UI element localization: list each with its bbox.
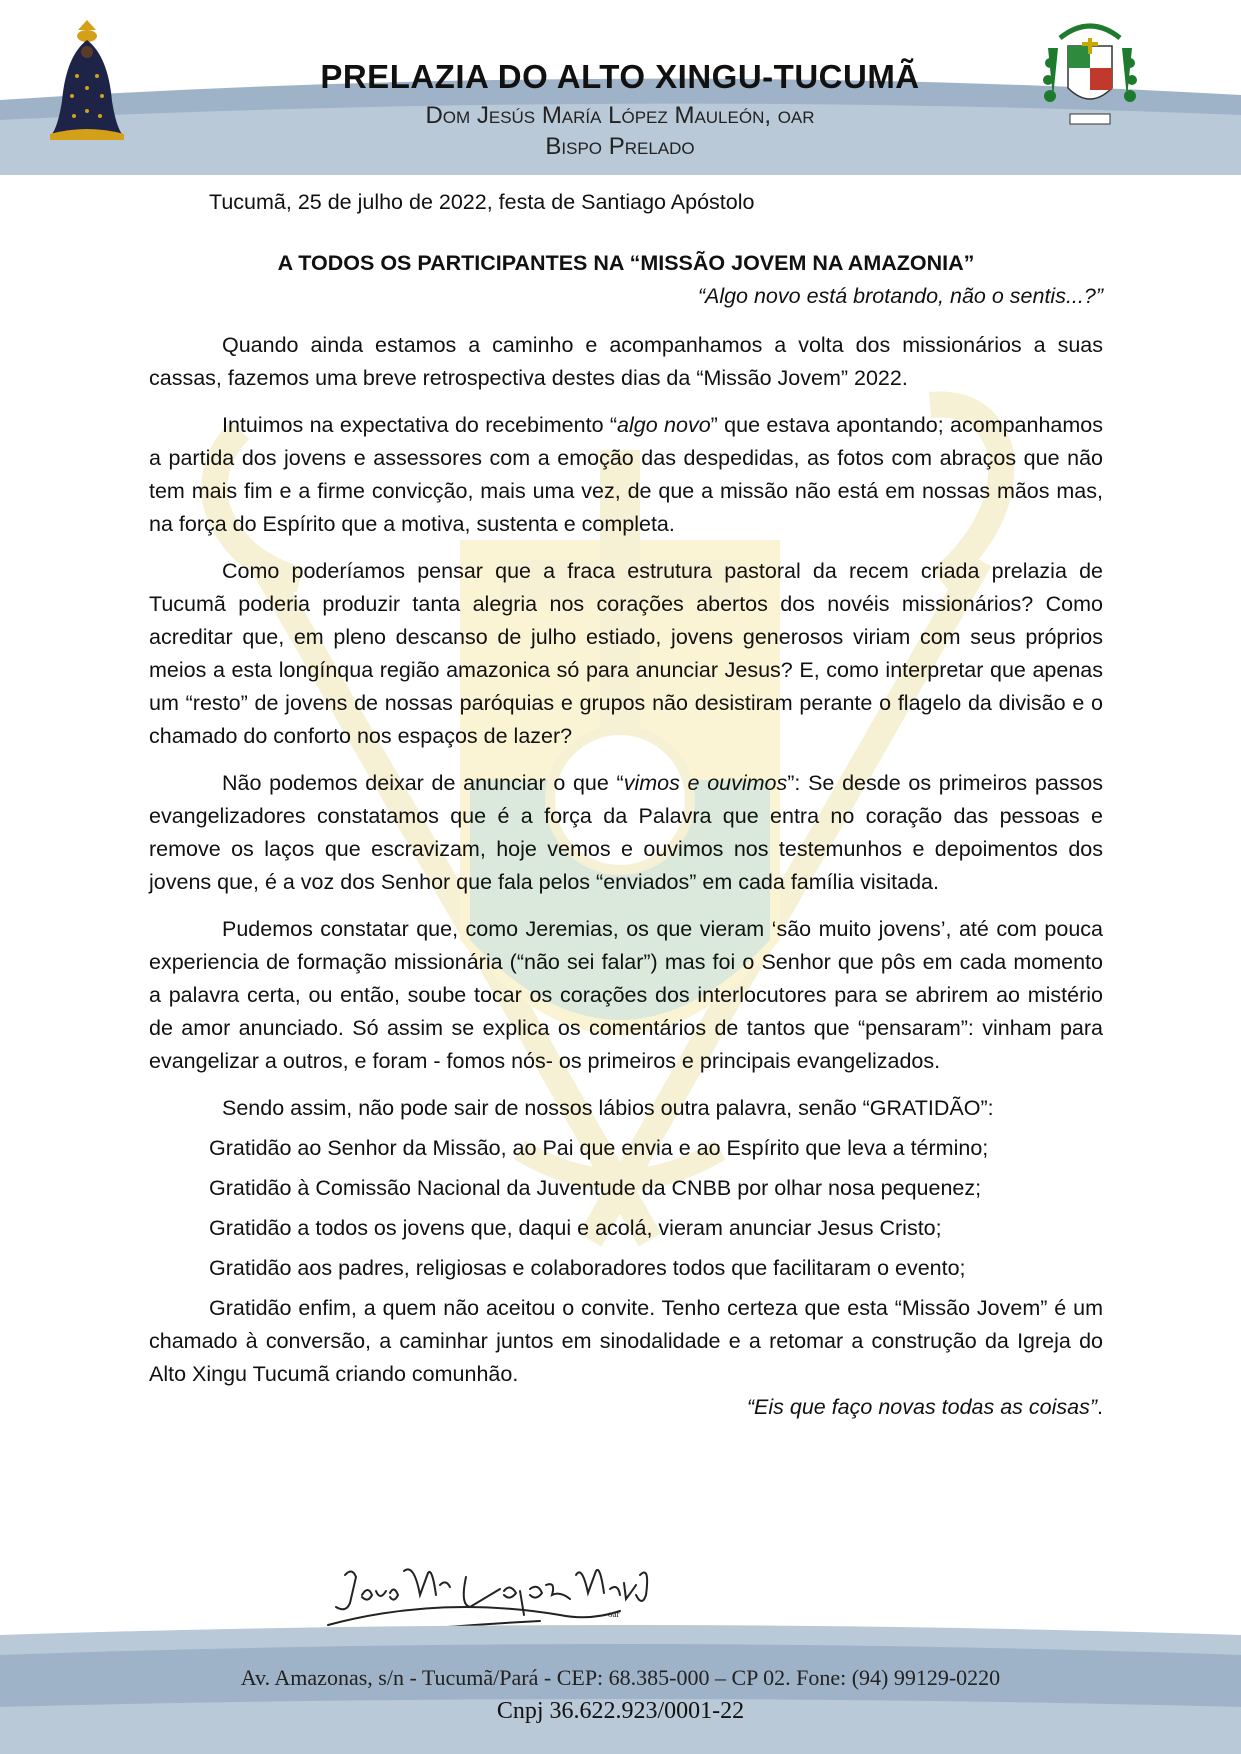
paragraph-4-part-b: ”: Se desde os primeiros passos evangelizadores constatamos que é a força da Palavra que entra no coração das pessoas e remove os laços que escravizam, hoje vemos e ouvimos nos testemunhos e depoimentos dos jovens que, é a voz dos Senhor que fala pelos “enviados” em cada família visitada. xyxy=(149,771,1103,894)
closing-quote-period: . xyxy=(1097,1395,1103,1419)
paragraph-3: Como poderíamos pensar que a fraca estrutura pastoral da recem criada prelazia de Tucumã poderia produzir tanta alegria nos corações abertos dos novéis missionários? Como acreditar que, em pleno descanso de julho estiado, jovens generosos viriam com seus próprios meios a esta longínqua região amazonica só para anunciar Jesus? E, como interpretar que apenas um “resto” de jovens de nossas paróquias e grupos não desistiram perante o flagelo da divisão e o chamado do conforto nos espaços de lazer? xyxy=(149,559,1103,748)
gratitude-item: Gratidão a todos os jovens que, daqui e acolá, vieram anunciar Jesus Cristo; xyxy=(209,1216,942,1240)
paragraph-4 xyxy=(149,767,1103,899)
paragraph-2-emphasis: algo novo xyxy=(617,413,711,437)
closing-quote-text: “Eis que faço novas todas as coisas” xyxy=(746,1395,1098,1419)
footer-address: Av. Amazonas, s/n - Tucumã/Pará - CEP: 68.385-000 – CP 02. Fone: (94) 99129-0220 xyxy=(240,1665,1001,1690)
letter-epigraph: “Algo novo está brotando, não o sentis...?” xyxy=(697,284,1103,308)
paragraph-1: Quando ainda estamos a caminho e acompanhamos a volta dos missionários a suas cassas, fazemos uma breve retrospectiva destes dias da “Missão Jovem” 2022. xyxy=(149,333,1103,390)
letter-heading: A TODOS OS PARTICIPANTES NA “MISSÃO JOVEM NA AMAZONIA” xyxy=(277,251,975,275)
bishop-name: Dom Jesús María López Mauleón, oar xyxy=(425,102,815,129)
gratitude-item: Gratidão à Comissão Nacional da Juventude da CNBB por olhar nosa pequenez; xyxy=(209,1176,982,1200)
paragraph-7: Gratidão enfim, a quem não aceitou o convite. Tenho certeza que esta “Missão Jovem” é um chamado à conversão, a caminhar juntos em sinodalidade e a retomar a construção da Igreja do Alto Xingu Tucumã criando comunhão. xyxy=(149,1296,1103,1386)
paragraph-2 xyxy=(149,409,1103,541)
paragraph-6: Sendo assim, não pode sair de nossos lábios outra palavra, senão “GRATIDÃO”: xyxy=(222,1096,994,1120)
closing-quote xyxy=(149,1391,1103,1424)
page-title: PRELAZIA DO ALTO XINGU-TUCUMÃ xyxy=(320,58,920,95)
paragraph-5: Pudemos constatar que, como Jeremias, os que vieram ‘são muito jovens’, até com pouca experiencia de formação missionária (“não sei falar”) mas foi o Senhor que pôs em cada momento a palavra certa, ou então, soube tocar os corações dos interlocutores para se abrirem ao mistério de amor anunciado. Só assim se explica os comentários de tantos que “pensaram”: vinham para evangelizar a outros, e foram - fomos nós- os primeiros e principais evangelizados. xyxy=(149,917,1103,1073)
bishop-coat-of-arms-icon xyxy=(1040,18,1140,130)
bishop-role: Bispo Prelado xyxy=(545,133,695,160)
svg-text:oar: oar xyxy=(608,1609,620,1619)
letter-body xyxy=(149,186,1103,1424)
paragraph-4-emphasis: vimos e ouvimos xyxy=(623,771,788,795)
paragraph-2-part-a: Intuimos na expectativa do recebimento “ xyxy=(222,413,618,437)
gratitude-item: Gratidão ao Senhor da Missão, ao Pai que envia e ao Espírito que leva a término; xyxy=(209,1136,989,1160)
gratitude-item: Gratidão aos padres, religiosas e colaboradores todos que facilitaram o evento; xyxy=(209,1256,966,1280)
footer-cnpj: Cnpj 36.622.923/0001-22 xyxy=(496,1698,745,1724)
our-lady-aparecida-icon xyxy=(44,16,130,142)
paragraph-2-part-b: ” que estava apontando; acompanhamos a partida dos jovens e assessores com a emoção das despedidas, as fotos com abraços que não tem mais fim e a firme convicção, mais uma vez, de que a missão não está em nossas mãos mas, na força do Espírito que a motiva, sustenta e completa. xyxy=(149,413,1104,536)
paragraph-4-part-a: Não podemos deixar de anunciar o que “ xyxy=(222,771,624,795)
letter-date: Tucumã, 25 de julho de 2022, festa de Santiago Apóstolo xyxy=(209,190,755,214)
